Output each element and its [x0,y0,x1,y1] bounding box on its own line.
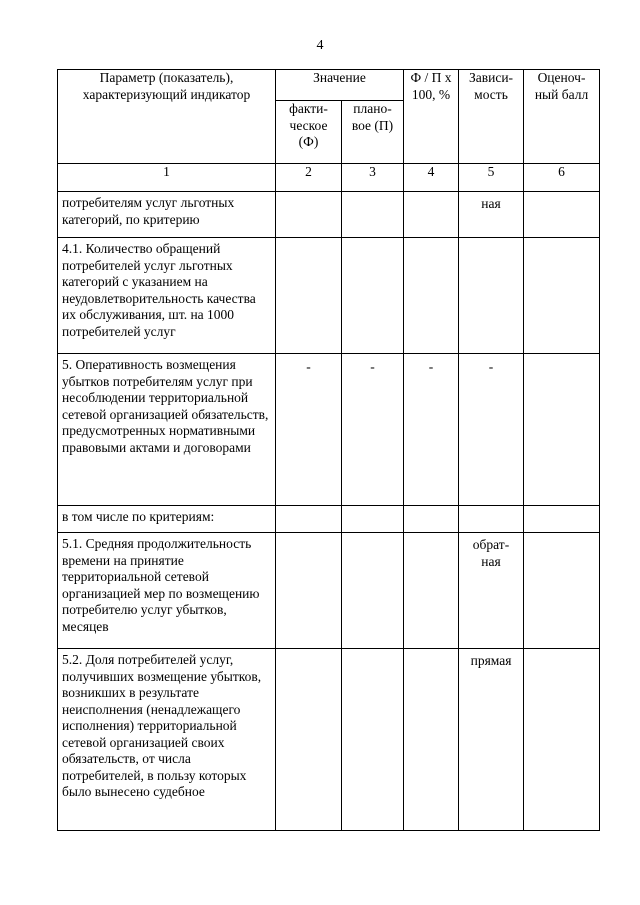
param-cell: 5.1. Средняя продолжительность времени на принятие территориальной сетевой организацией мер по возмещению потребителю услуг убытков, месяцев [58,533,276,649]
header-param: Параметр (показатель), характеризующий индикатор [58,70,276,164]
score-cell [524,506,600,533]
dependency-cell: - [459,354,524,506]
fact-cell: - [276,354,342,506]
ratio-cell [404,649,459,831]
ratio-cell [404,238,459,354]
dependency-cell: обрат-ная [459,533,524,649]
column-number: 1 [58,164,276,192]
plan-cell [342,192,404,238]
indicator-table [57,69,600,831]
fact-cell [276,649,342,831]
dependency-cell: ная [459,192,524,238]
header-score: Оценоч-ный балл [524,70,600,164]
param-cell: 4.1. Количество обращений потребителей услуг льготных категорий с указанием на неудовлетворительность качества их обслуживания, шт. на 1000 потребителей услуг [58,238,276,354]
column-number: 5 [459,164,524,192]
ratio-cell [404,506,459,533]
column-number: 6 [524,164,600,192]
table-row [58,649,600,831]
param-cell: потребителям услуг льготных категорий, по критерию [58,192,276,238]
score-cell [524,354,600,506]
column-number: 4 [404,164,459,192]
fact-cell [276,192,342,238]
score-cell [524,533,600,649]
table-row [58,506,600,533]
header-dependency: Зависи-мость [459,70,524,164]
ratio-cell [404,192,459,238]
dependency-cell [459,506,524,533]
plan-cell: - [342,354,404,506]
table-row [58,354,600,506]
header-fact: факти-ческое (Ф) [276,101,342,164]
dependency-cell [459,238,524,354]
param-cell: 5.2. Доля потребителей услуг, получивших возмещение убытков, возникших в результате неисполнения (ненадлежащего исполнения) территориальной сетевой организацией своих обязательств, от числа потребителей, в пользу которых было вынесено судебное [58,649,276,831]
plan-cell [342,506,404,533]
score-cell [524,192,600,238]
table-row [58,533,600,649]
header-ratio: Ф / П х 100, % [404,70,459,164]
column-number: 3 [342,164,404,192]
header-znachenie: Значение [276,70,404,101]
fact-cell [276,533,342,649]
ratio-cell [404,533,459,649]
score-cell [524,238,600,354]
column-number: 2 [276,164,342,192]
table-row [58,238,600,354]
page-number: 4 [316,38,324,53]
plan-cell [342,238,404,354]
plan-cell [342,533,404,649]
score-cell [524,649,600,831]
ratio-cell: - [404,354,459,506]
param-cell: в том числе по критериям: [58,506,276,533]
table-row [58,192,600,238]
fact-cell [276,238,342,354]
fact-cell [276,506,342,533]
param-cell: 5. Оперативность возмещения убытков потребителям услуг при несоблюдении территориальной сетевой организацией обязательств, предусмотренных нормативными правовыми актами и договорами [58,354,276,506]
header-plan: плано-вое (П) [342,101,404,164]
plan-cell [342,649,404,831]
dependency-cell: прямая [459,649,524,831]
